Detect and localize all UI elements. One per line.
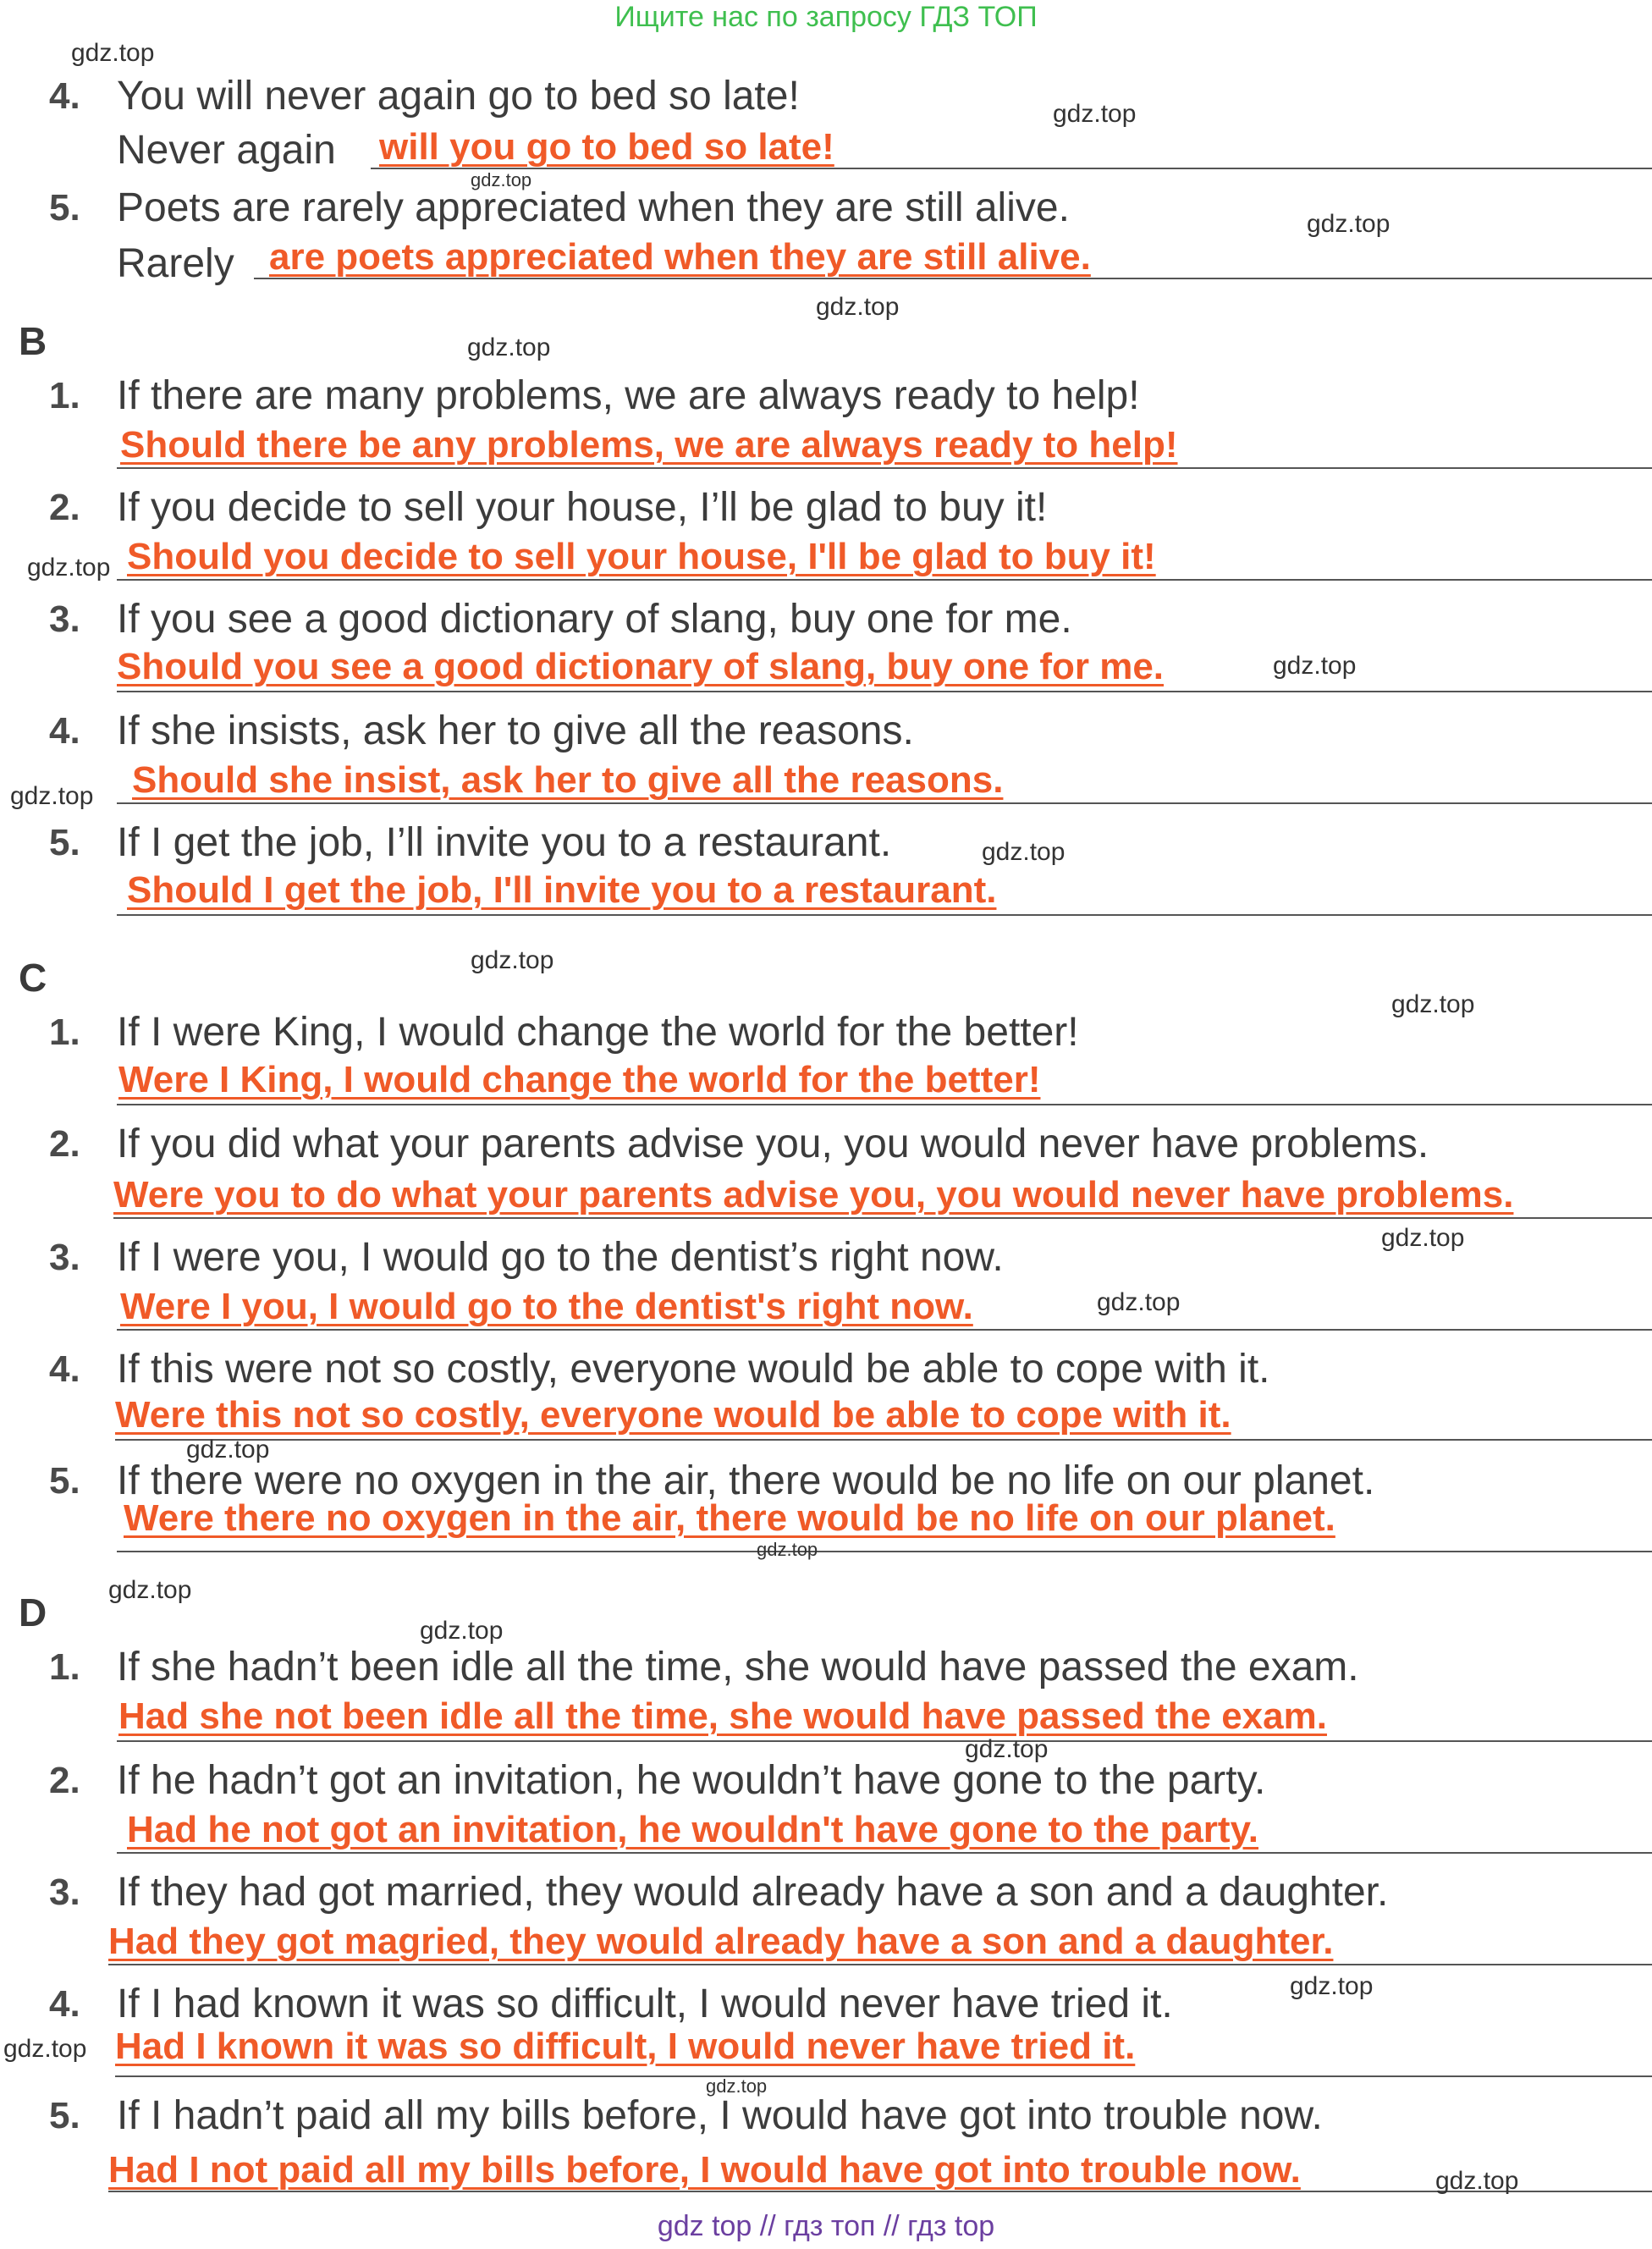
answer-line	[117, 1551, 1652, 1552]
watermark: gdz.top	[467, 333, 551, 361]
watermark: gdz.top	[1435, 2167, 1519, 2195]
answer-text: Had I known it was so difficult, I would never have tried it.	[115, 2026, 1136, 2067]
answer-lead: Rarely	[117, 241, 234, 286]
item-number: 4.	[49, 1983, 80, 2025]
item-number: 5.	[49, 1460, 80, 1502]
answer-text: Should you decide to sell your house, I'll be glad to buy it!	[127, 536, 1156, 577]
item-number: 1.	[49, 1646, 80, 1688]
item-number: 3.	[49, 1871, 80, 1913]
prompt-text: If they had got married, they would already have a son and a daughter.	[117, 1870, 1389, 1915]
answer-text: Had he not got an invitation, he wouldn't have gone to the party.	[127, 1809, 1258, 1850]
prompt-text: If he hadn’t got an invitation, he wouldn’t have gone to the party.	[117, 1758, 1266, 1803]
answer-text: will you go to bed so late!	[379, 126, 834, 168]
answer-text: Should she insist, ask her to give all the reasons.	[132, 759, 1004, 801]
watermark: gdz.top	[108, 1576, 192, 1604]
watermark: gdz.top	[1307, 210, 1390, 238]
answer-line	[117, 1740, 1652, 1742]
answer-line	[117, 1329, 1652, 1331]
top-banner: Ищите нас по запросу ГДЗ ТОП	[614, 1, 1038, 33]
answer-line	[115, 2075, 1652, 2077]
watermark: gdz.top	[471, 946, 554, 974]
item-number: 4.	[49, 1348, 80, 1390]
item-number: 2.	[49, 487, 80, 528]
watermark: gdz.top	[10, 782, 94, 810]
watermark: gdz.top	[71, 39, 155, 67]
prompt-text: If she hadn’t been idle all the time, she would have passed the exam.	[117, 1645, 1359, 1690]
answer-line	[113, 1217, 1652, 1219]
item-number: 4.	[49, 75, 80, 117]
prompt-text: If there are many problems, we are always ready to help!	[117, 373, 1140, 418]
answer-text: Had they got magried, they would already have a son and a daughter.	[108, 1921, 1334, 1962]
watermark: gdz.top	[471, 169, 532, 190]
answer-text: Had she not been idle all the time, she would have passed the exam.	[118, 1695, 1327, 1737]
answer-text: Should you see a good dictionary of slang, buy one for me.	[117, 646, 1165, 687]
section-letter-d: D	[19, 1590, 47, 1634]
answer-text: Were there no oxygen in the air, there would be no life on our planet.	[124, 1497, 1335, 1539]
prompt-text: If I hadn’t paid all my bills before, I would have got into trouble now.	[117, 2093, 1323, 2138]
item-number: 2.	[49, 1760, 80, 1801]
item-number: 2.	[49, 1123, 80, 1165]
answer-line	[254, 278, 1652, 279]
answer-text: Were this not so costly, everyone would be able to cope with it.	[115, 1394, 1231, 1436]
prompt-text: If I were King, I would change the world for the better!	[117, 1010, 1079, 1055]
answer-text: Were I you, I would go to the dentist's right now.	[120, 1286, 973, 1327]
answer-line	[108, 1964, 1652, 1965]
prompt-text: If you did what your parents advise you, you would never have problems.	[117, 1122, 1429, 1166]
answer-line	[115, 1439, 1652, 1441]
watermark: gdz.top	[1391, 990, 1475, 1018]
answer-text: are poets appreciated when they are still alive.	[269, 236, 1091, 278]
watermark: gdz.top	[757, 1539, 818, 1560]
item-number: 4.	[49, 710, 80, 752]
prompt-text: If there were no oxygen in the air, there would be no life on our planet.	[117, 1458, 1375, 1503]
item-number: 3.	[49, 598, 80, 640]
watermark: gdz.top	[706, 2075, 768, 2097]
answer-text: Were you to do what your parents advise you, you would never have problems.	[113, 1174, 1514, 1215]
prompt-text: If this were not so costly, everyone would be able to cope with it.	[117, 1347, 1270, 1392]
section-letter-b: B	[19, 319, 47, 363]
section-letter-c: C	[19, 956, 47, 1000]
watermark: gdz.top	[982, 838, 1066, 866]
prompt-text: You will never again go to bed so late!	[117, 74, 800, 119]
answer-line	[117, 467, 1652, 469]
bottom-banner: gdz top // гдз топ // гдз top	[657, 2210, 995, 2242]
prompt-text: If I were you, I would go to the dentist’s right now.	[117, 1235, 1004, 1280]
watermark: gdz.top	[965, 1735, 1049, 1763]
prompt-text: Poets are rarely appreciated when they are still alive.	[117, 185, 1070, 230]
watermark: gdz.top	[1097, 1288, 1181, 1316]
answer-line	[117, 1104, 1652, 1105]
item-number: 5.	[49, 2095, 80, 2136]
watermark: gdz.top	[27, 554, 111, 582]
prompt-text: If I had known it was so difficult, I would never have tried it.	[117, 1982, 1173, 2026]
item-number: 3.	[49, 1237, 80, 1278]
answer-line	[117, 802, 1652, 804]
answer-line	[117, 579, 1652, 581]
answer-line	[117, 691, 1652, 692]
watermark: gdz.top	[420, 1617, 504, 1645]
watermark: gdz.top	[816, 293, 900, 321]
item-number: 1.	[49, 375, 80, 416]
prompt-text: If she insists, ask her to give all the reasons.	[117, 708, 914, 753]
watermark: gdz.top	[1273, 652, 1357, 680]
answer-lead: Never again	[117, 128, 336, 173]
answer-text: Were I King, I would change the world for the better!	[118, 1059, 1041, 1100]
item-number: 5.	[49, 822, 80, 863]
answer-line	[371, 168, 1652, 169]
answer-line	[117, 1852, 1652, 1854]
answer-text: Had I not paid all my bills before, I would have got into trouble now.	[108, 2149, 1301, 2191]
prompt-text: If I get the job, I’ll invite you to a restaurant.	[117, 820, 892, 865]
answer-text: Should I get the job, I'll invite you to a restaurant.	[127, 869, 997, 911]
item-number: 1.	[49, 1011, 80, 1053]
watermark: gdz.top	[1290, 1972, 1374, 2000]
answer-text: Should there be any problems, we are always ready to help!	[120, 424, 1178, 466]
prompt-text: If you decide to sell your house, I’ll be glad to buy it!	[117, 485, 1048, 530]
item-number: 5.	[49, 187, 80, 229]
watermark: gdz.top	[1381, 1224, 1465, 1252]
watermark: gdz.top	[1053, 100, 1137, 128]
watermark: gdz.top	[186, 1436, 270, 1464]
prompt-text: If you see a good dictionary of slang, buy one for me.	[117, 597, 1072, 642]
watermark: gdz.top	[3, 2035, 87, 2063]
answer-line	[117, 914, 1652, 916]
answer-line	[108, 2191, 1652, 2192]
